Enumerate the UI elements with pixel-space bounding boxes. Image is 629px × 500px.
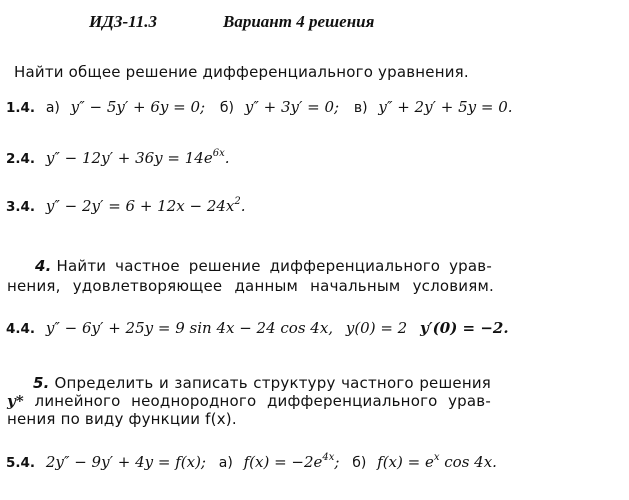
section-number: 5. [33, 374, 50, 392]
function-main: f(x) = −2e [243, 453, 323, 471]
equation-main: y″ − 12y′ + 36y = 14e [45, 149, 213, 167]
equation: 2y″ − 9y′ + 4y = f(x); [45, 453, 206, 471]
word: нения, [7, 277, 61, 295]
option-c-equation: y″ + 2y′ + 5y = 0. [378, 98, 513, 116]
option-b-label: б) [219, 100, 234, 116]
equation-end: . [224, 149, 230, 167]
initial-condition-1: y(0) = 2 [345, 319, 408, 337]
option-a-function [244, 453, 340, 471]
problem-4-4 [6, 321, 509, 337]
option-c-label: в) [353, 100, 368, 116]
problem-number: 1.4. [6, 100, 36, 116]
problem-1-4 [6, 100, 513, 116]
section-number: 4. [35, 257, 52, 275]
initial-condition-2: y′(0) = −2. [420, 319, 509, 337]
function-main: f(x) = e [377, 453, 434, 471]
word: условиям. [412, 277, 494, 295]
section5-line1 [33, 376, 491, 391]
word: решение [188, 257, 261, 275]
problem-number: 3.4. [6, 199, 36, 215]
word: структуру [253, 374, 336, 392]
word: линейного [34, 392, 121, 410]
option-a-label: а) [45, 100, 60, 116]
option-b-label: б) [352, 455, 367, 471]
word: решения [419, 374, 491, 392]
word: частного [341, 374, 414, 392]
word: дифференциального [266, 392, 438, 410]
doc-title: ИДЗ-11.3 [89, 12, 157, 31]
option-a-label: а) [218, 455, 233, 471]
exponent: 2 [234, 196, 241, 207]
section1-instruction: Найти общее решение дифференциального уравнения. [14, 63, 469, 81]
section5-line2 [7, 394, 491, 409]
equation: y″ − 6y′ + 25y = 9 sin 4x − 24 cos 4x, [45, 319, 334, 337]
word: частное [115, 257, 180, 275]
problem-3-4 [6, 196, 246, 215]
equation [46, 197, 246, 215]
equation-end: . [240, 197, 246, 215]
function-end: cos 4x. [439, 453, 497, 471]
word: Найти [56, 257, 107, 275]
word: удовлетворяющее [72, 277, 223, 295]
word: урав- [448, 392, 491, 410]
section4-line1 [35, 259, 492, 274]
section4-head [35, 259, 106, 274]
word: и [158, 374, 169, 392]
equation [46, 149, 230, 167]
word: данным [234, 277, 299, 295]
function-end: ; [334, 453, 340, 471]
problem-2-4 [6, 148, 230, 167]
section5-line3: нения по виду функции f(x). [7, 410, 237, 428]
section4-line2 [7, 279, 494, 294]
doc-variant: Вариант 4 решения [223, 12, 375, 31]
exponent: 6x [212, 148, 225, 159]
word: y* [7, 392, 24, 410]
word: неоднородного [131, 392, 257, 410]
option-b-function [377, 453, 497, 471]
option-b-equation: y″ + 3y′ = 0; [244, 98, 340, 116]
word: записать [174, 374, 248, 392]
problem-5-4 [6, 452, 497, 471]
word: дифференциального [269, 257, 441, 275]
word: Определить [54, 374, 154, 392]
option-a-equation: y″ − 5y′ + 6y = 0; [70, 98, 206, 116]
problem-number: 4.4. [6, 321, 36, 337]
word: урав- [449, 257, 492, 275]
problem-number: 5.4. [6, 455, 36, 471]
equation-main: y″ − 2y′ = 6 + 12x − 24x [45, 197, 235, 215]
word: начальным [310, 277, 401, 295]
exponent: 4x [322, 452, 335, 463]
section5-head [33, 376, 153, 391]
exponent: x [433, 452, 440, 463]
problem-number: 2.4. [6, 151, 36, 167]
